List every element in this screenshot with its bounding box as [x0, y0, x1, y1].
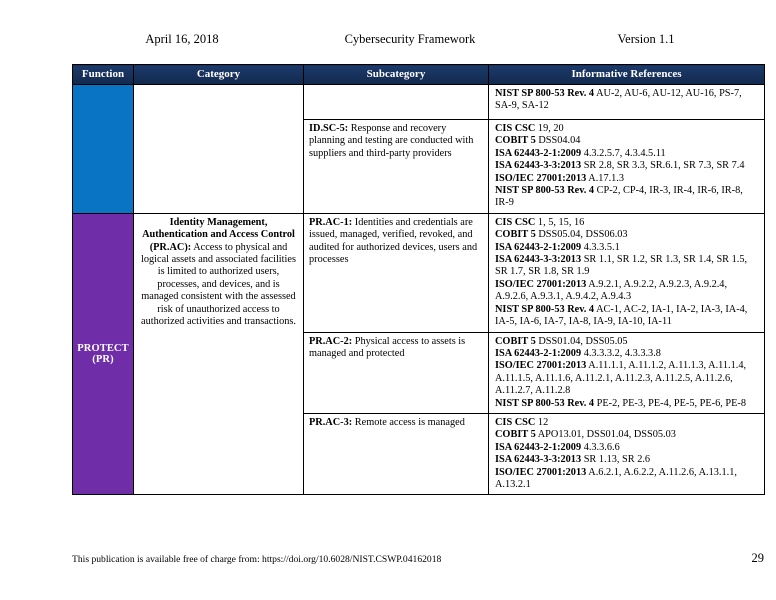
reference-line	[495, 217, 759, 229]
reference-items: A.17.1.3	[588, 172, 625, 184]
page-number: 29	[751, 551, 764, 565]
reference-source: ISA 62443-2-1:2009	[495, 147, 582, 159]
category-title: Identity Management, Authentication and Access Control (PR.AC):	[142, 216, 295, 253]
reference-line	[495, 442, 759, 454]
reference-items: 4.3.3.3.2, 4.3.3.3.8	[583, 347, 661, 359]
reference-line	[495, 398, 759, 410]
reference-source: NIST SP 800-53 Rev. 4	[495, 303, 595, 315]
reference-items: A.6.2.1, A.6.2.2, A.11.2.6, A.13.1.1, A.13.2.1	[495, 466, 737, 490]
subcategory-id: PR.AC-3:	[309, 416, 353, 428]
reference-source: ISA 62443-2-1:2009	[495, 241, 582, 253]
table-row	[73, 213, 765, 332]
reference-source: ISO/IEC 27001:2013	[495, 172, 587, 184]
subcategory-cell-id-sc-5	[304, 120, 489, 214]
reference-source: NIST SP 800-53 Rev. 4	[495, 88, 595, 99]
reference-source: COBIT 5	[495, 135, 536, 147]
reference-line	[495, 88, 759, 113]
references-cell	[489, 332, 765, 413]
reference-line	[495, 360, 759, 397]
reference-items: 4.3.3.5.1	[583, 241, 620, 253]
reference-items: DSS05.04, DSS06.03	[538, 229, 628, 241]
reference-items: SR 1.13, SR 2.6	[583, 454, 651, 466]
reference-source: COBIT 5	[495, 229, 536, 241]
subcategory-text: Remote access is managed	[352, 416, 465, 428]
reference-line	[495, 304, 759, 329]
table-header-row	[73, 65, 765, 85]
reference-line	[495, 467, 759, 492]
category-cell-pr-ac	[134, 213, 304, 495]
reference-items: 4.3.3.6.6	[583, 441, 620, 453]
category-cell-continuation	[134, 85, 304, 214]
reference-items: A.11.1.1, A.11.1.2, A.11.1.3, A.11.1.4, A.11.1.5, A.11.1.6, A.11.2.1, A.11.2.3, A.11.2.5, A.11.2.6, A.11.2.7, A.11.2.8	[495, 360, 747, 397]
page-footer	[72, 552, 764, 566]
reference-source: ISA 62443-2-1:2009	[495, 347, 582, 359]
reference-line	[495, 454, 759, 466]
reference-items: AU-2, AU-6, AU-12, AU-16, PS-7, SA-9, SA-12	[495, 88, 742, 112]
column-header-subcategory: Subcategory	[304, 65, 489, 85]
reference-source: CIS CSC	[495, 123, 536, 134]
subcategory-id: PR.AC-1:	[309, 216, 353, 228]
reference-line	[495, 160, 759, 172]
reference-source: ISO/IEC 27001:2013	[495, 466, 587, 478]
subcategory-text: Response and recovery planning and testing are conducted with suppliers and third-party providers	[309, 123, 474, 159]
reference-source: ISA 62443-3-3:2013	[495, 454, 582, 466]
reference-items: 1, 5, 15, 16	[537, 216, 585, 228]
reference-items: APO13.01, DSS01.04, DSS05.03	[537, 429, 676, 441]
function-cell-identify	[73, 85, 134, 214]
framework-core-table	[72, 64, 765, 495]
references-cell	[489, 413, 765, 494]
reference-line	[495, 254, 759, 279]
reference-items: AC-1, AC-2, IA-1, IA-2, IA-3, IA-4, IA-5, IA-6, IA-7, IA-8, IA-9, IA-10, IA-11	[495, 303, 748, 328]
reference-line	[495, 279, 759, 304]
reference-source: CIS CSC	[495, 416, 536, 428]
reference-line	[495, 135, 759, 147]
reference-items: 19, 20	[537, 123, 564, 134]
subcategory-cell-continuation	[304, 85, 489, 120]
references-cell	[489, 213, 765, 332]
running-head	[72, 32, 764, 48]
reference-items: 12	[537, 416, 549, 428]
reference-source: ISA 62443-2-1:2009	[495, 441, 582, 453]
subcategory-id: ID.SC-5:	[309, 123, 349, 134]
reference-source: ISO/IEC 27001:2013	[495, 278, 587, 290]
subcategory-cell-pr-ac-2	[304, 332, 489, 413]
running-head-date: April 16, 2018	[145, 32, 219, 46]
reference-line	[495, 336, 759, 348]
reference-line	[495, 429, 759, 441]
reference-items: 4.3.2.5.7, 4.3.4.5.11	[583, 147, 666, 159]
reference-source: NIST SP 800-53 Rev. 4	[495, 397, 595, 409]
reference-line	[495, 185, 759, 210]
function-cell-protect: PROTECT (PR)	[73, 213, 134, 495]
reference-line	[495, 348, 759, 360]
running-head-version: Version 1.1	[617, 32, 675, 46]
reference-items: PE-2, PE-3, PE-4, PE-5, PE-6, PE-8	[596, 397, 746, 409]
column-header-informative-references: Informative References	[489, 65, 765, 85]
reference-source: COBIT 5	[495, 335, 536, 347]
reference-line	[495, 229, 759, 241]
references-cell	[489, 85, 765, 120]
references-cell	[489, 120, 765, 214]
reference-items: SR 1.1, SR 1.2, SR 1.3, SR 1.4, SR 1.5, SR 1.7, SR 1.8, SR 1.9	[495, 254, 748, 278]
reference-items: CP-2, CP-4, IR-3, IR-4, IR-6, IR-8, IR-9	[495, 185, 743, 209]
subcategory-text: Identities and credentials are issued, managed, verified, revoked, and audited for authorized devices, users and processes	[309, 216, 478, 266]
reference-line	[495, 242, 759, 254]
subcategory-id: PR.AC-2:	[309, 335, 353, 347]
subcategory-cell-pr-ac-1	[304, 213, 489, 332]
category-text: Access to physical and logical assets and associated facilities is limited to authorized users, processes, and devices, and is managed consistent with the assessed risk of unauthorized access to authorized activities and transactions.	[141, 241, 296, 328]
table-row	[73, 85, 765, 120]
reference-source: COBIT 5	[495, 429, 536, 441]
column-header-function: Function	[73, 65, 134, 85]
subcategory-cell-pr-ac-3	[304, 413, 489, 494]
reference-items: DSS01.04, DSS05.05	[538, 335, 628, 347]
reference-source: ISA 62443-3-3:2013	[495, 160, 582, 172]
reference-source: ISA 62443-3-3:2013	[495, 254, 582, 266]
reference-items: DSS04.04	[538, 135, 581, 147]
subcategory-text: Physical access to assets is managed and protected	[309, 335, 466, 359]
reference-line	[495, 123, 759, 135]
column-header-category: Category	[134, 65, 304, 85]
footer-availability-note: This publication is available free of charge from: https://doi.org/10.6028/NIST.CSWP.04162018	[72, 554, 442, 565]
reference-line	[495, 148, 759, 160]
reference-source: CIS CSC	[495, 216, 536, 228]
reference-line	[495, 417, 759, 429]
reference-source: NIST SP 800-53 Rev. 4	[495, 185, 595, 197]
reference-items: A.9.2.1, A.9.2.2, A.9.2.3, A.9.2.4, A.9.2.6, A.9.3.1, A.9.4.2, A.9.4.3	[495, 278, 728, 303]
reference-source: ISO/IEC 27001:2013	[495, 360, 587, 372]
reference-items: SR 2.8, SR 3.3, SR.6.1, SR 7.3, SR 7.4	[583, 160, 745, 172]
running-head-title: Cybersecurity Framework	[344, 32, 476, 46]
reference-line	[495, 173, 759, 185]
